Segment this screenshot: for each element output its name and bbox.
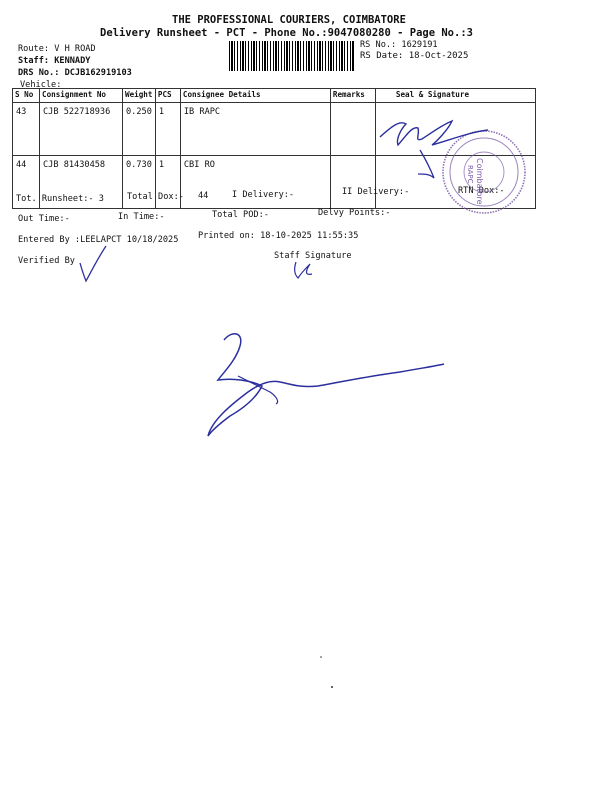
col-pcs: PCS [155,89,180,103]
company-title: THE PROFESSIONAL COURIERS, COIMBATORE [172,14,406,26]
cell-sno: 43 [13,103,40,156]
total-dox-label: Total Dox:- [127,192,184,202]
cell-consignee: CBI RO [180,156,330,209]
cell-pcs: 1 [155,103,180,156]
col-consignment: Consignment No [40,89,123,103]
stamp-inner-text: Coimbatore [475,158,484,205]
i-delivery: I Delivery:- [232,190,295,200]
cell-sno: 44 [13,156,40,209]
cell-consignment: CJB 81430458 [40,156,123,209]
verified-checkmark [80,246,106,281]
drs-number: DRS No.: DCJB162919103 [18,68,132,78]
col-consignee: Consignee Details [180,89,330,103]
rs-date: RS Date: 18-Oct-2025 [360,51,469,61]
runsheet-subtitle: Delivery Runsheet - PCT - Phone No.:9047080280 - Page No.:3 [100,27,473,39]
printed-on: Printed on: 18-10-2025 11:55:35 [198,231,359,241]
in-time: In Time:- [118,212,165,222]
out-time: Out Time:- [18,214,70,224]
cell-weight: 0.250 [123,103,156,156]
total-dox-value: 44 [198,191,209,201]
col-remarks: Remarks [330,89,375,103]
verified-by: Verified By [18,256,75,266]
route-label: Route: V H ROAD [18,44,96,54]
staff-signature-label: Staff Signature [274,251,352,261]
col-sno: S No [13,89,40,103]
rtn-dox: RTN Dox:- [458,186,505,196]
consignee-signature [380,121,488,145]
total-pod: Total POD:- [212,210,269,220]
cell-pcs: 1 [155,156,180,209]
seal-stamp [443,131,525,213]
col-seal-signature: Seal & Signature [375,89,535,103]
vehicle-label: Vehicle: [20,80,62,90]
stamp-outer-text: RAPC [466,165,474,184]
delvy-points: Delvy Points:- [318,208,391,218]
cell-consignment: CJB 522718936 [40,103,123,156]
staff-signature-mark [295,262,312,278]
cell-weight: 0.730 [123,156,156,209]
entered-by: Entered By :LEELAPCT 10/18/2025 [18,235,179,245]
col-weight: Weight [123,89,156,103]
cell-consignee: IB RAPC [180,103,330,156]
staff-label: Staff: KENNADY [18,56,91,66]
large-signature [208,334,444,436]
rs-number: RS No.: 1629191 [360,40,438,50]
tot-runsheet: Tot. Runsheet:- 3 [16,194,104,204]
ii-delivery: II Delivery:- [342,187,410,197]
